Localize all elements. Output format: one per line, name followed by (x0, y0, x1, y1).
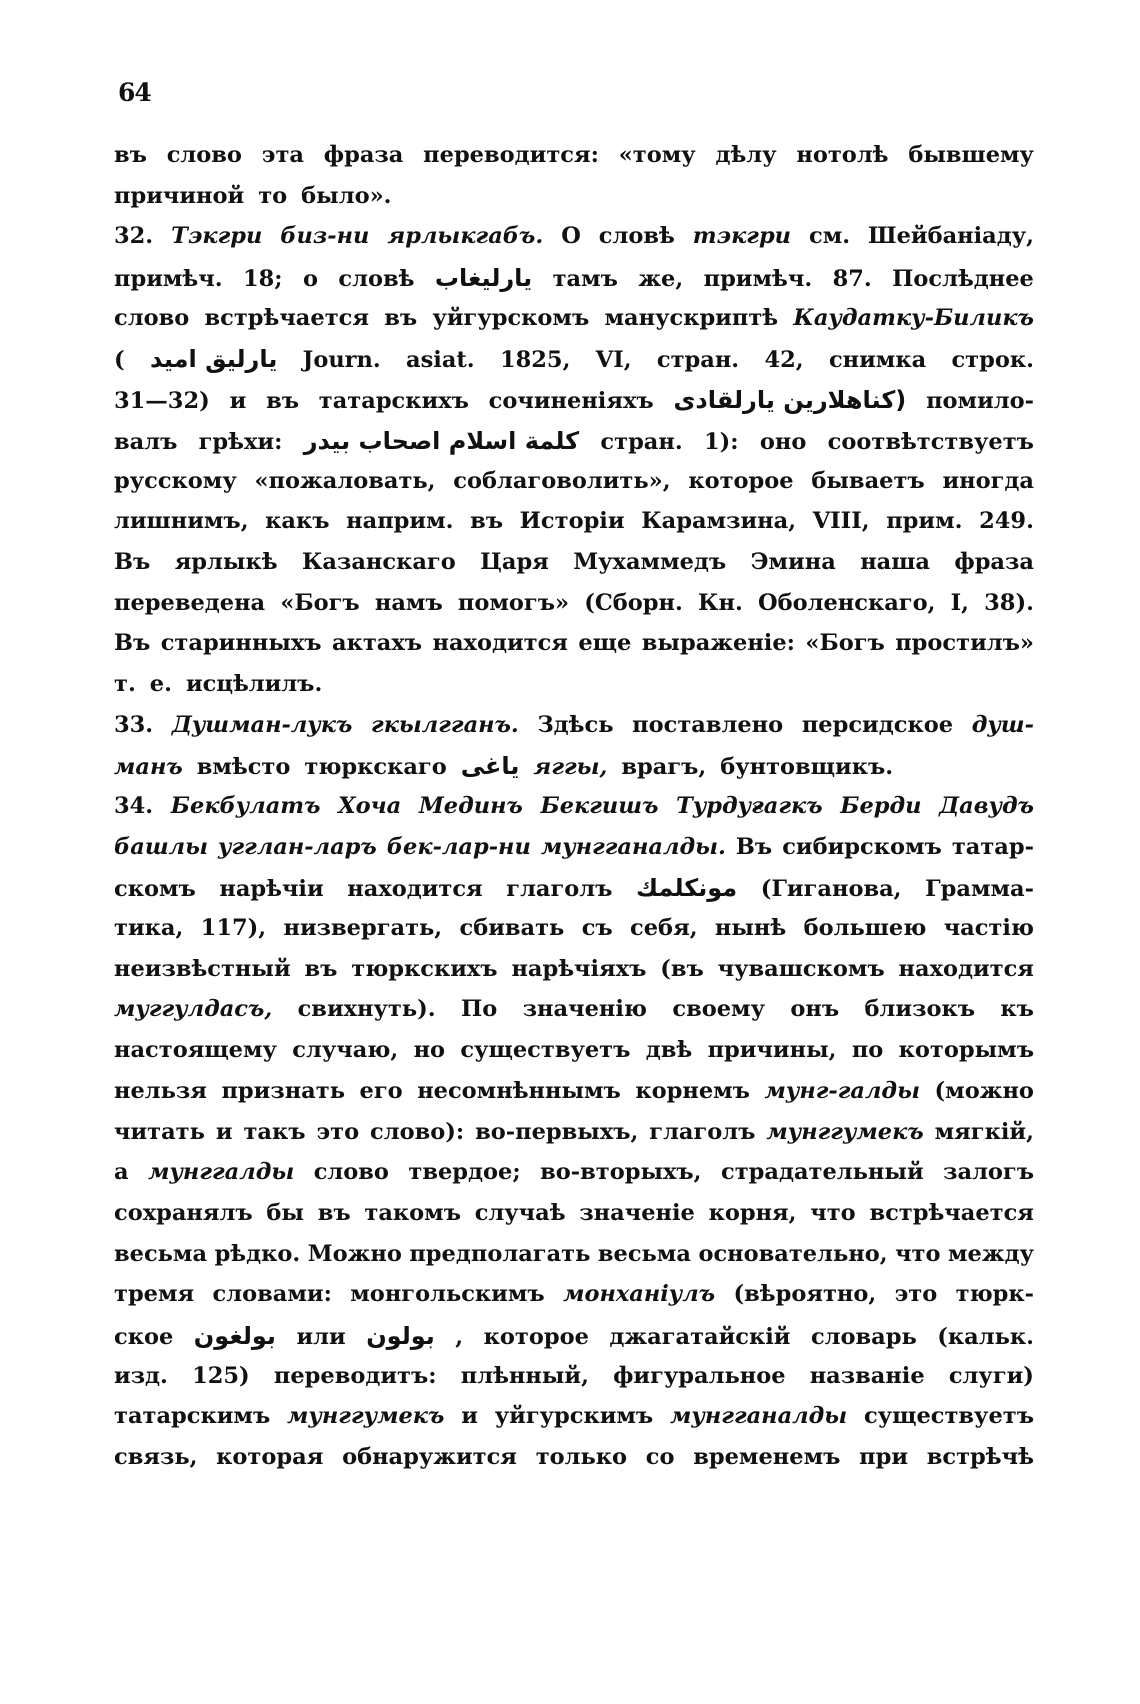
word: уйгурскимъ (494, 1403, 654, 1430)
word: соотвѣтствуетъ (827, 428, 1034, 455)
word: «пожаловать, (254, 467, 436, 494)
word: Journ. (302, 347, 381, 374)
word: 249. (979, 508, 1034, 535)
word: оно (759, 428, 807, 455)
word: то (258, 182, 288, 209)
italic-word: гкылгганъ. (371, 711, 519, 738)
word: по (851, 1037, 884, 1064)
word: которая (216, 1444, 324, 1470)
word: татарскихъ (318, 388, 469, 415)
text-line (114, 468, 1034, 509)
word: частію (943, 915, 1034, 942)
word: актахъ (332, 630, 423, 657)
word: со (645, 1444, 675, 1470)
word: ( (114, 347, 125, 374)
word: валъ (114, 428, 178, 455)
word: намъ (374, 589, 443, 616)
word: глаголъ (649, 1118, 756, 1145)
word: это (316, 1118, 360, 1145)
word: Карамзина, (641, 508, 797, 535)
italic-word: Тэкгри (171, 223, 263, 250)
italic-word: мунгганалды. (540, 833, 726, 860)
word: онъ (790, 996, 840, 1023)
arabic-word: يارليق اميد (149, 345, 278, 374)
word: что (895, 1240, 941, 1267)
word: къ (1000, 996, 1034, 1023)
text-line (114, 264, 1034, 305)
italic-word: Бекбулатъ (170, 793, 321, 819)
word: встрѣчается (869, 1199, 1034, 1226)
word: такомъ (364, 1199, 461, 1226)
text-line (114, 1403, 1034, 1444)
word: манускриптѣ (604, 304, 779, 331)
word: соблаговолить», (453, 467, 671, 494)
word: фраза (323, 142, 404, 168)
italic-word: яггы, (533, 754, 608, 781)
text-line (114, 427, 1034, 468)
text-line (114, 630, 1034, 671)
italic-word: ярлыкгабъ. (387, 223, 544, 250)
text-line (114, 1281, 1034, 1322)
word: ское (114, 1323, 174, 1350)
word: Можно (307, 1240, 402, 1267)
word: обнаружится (342, 1444, 517, 1470)
italic-word: мунггалды (148, 1159, 295, 1186)
word: было». (301, 182, 392, 209)
word: примѣч. (703, 266, 813, 293)
word: встрѣчѣ (926, 1444, 1034, 1470)
word: стран. (600, 428, 683, 455)
text-line (114, 1200, 1034, 1241)
word: бы (266, 1199, 304, 1226)
text-line (114, 1078, 1034, 1119)
italic-word: душ- (971, 711, 1034, 738)
word: (кальк. (937, 1323, 1034, 1350)
italic-word: Каудатку-Биликъ (793, 304, 1034, 331)
word: 31—32) (114, 388, 210, 415)
word: тремя (114, 1281, 195, 1308)
word: предполагать (409, 1240, 591, 1267)
word: Послѣднее (892, 266, 1034, 293)
word: строк. (951, 347, 1034, 374)
word: которое (483, 1323, 589, 1350)
word: стран. (656, 347, 740, 374)
word: 117), (200, 915, 267, 942)
word: (Гиганова, (760, 876, 902, 903)
word: Здѣсь (537, 711, 614, 738)
word: и (215, 1118, 233, 1145)
word: наприм. (346, 508, 454, 535)
text-line (114, 345, 1034, 386)
text-line (114, 386, 1034, 427)
italic-word: бек-лар-ни (386, 833, 531, 860)
word: и (229, 388, 247, 415)
word: врагъ, (621, 754, 707, 781)
arabic-word: ياغى (460, 752, 520, 781)
word: такъ (243, 1118, 306, 1145)
word: сибирскомъ (782, 833, 942, 860)
word: причины, (707, 1037, 837, 1064)
word: большею (803, 915, 927, 942)
word: переводится: (423, 142, 599, 168)
word: татарскимъ (114, 1403, 271, 1430)
word: плѣнный, (460, 1362, 589, 1389)
word: при (859, 1444, 909, 1470)
word: тюркскаго (304, 754, 447, 781)
word: исцѣлилъ. (185, 670, 323, 697)
word: названіе (809, 1362, 925, 1389)
word: «тому (618, 142, 696, 168)
word: значенію (522, 996, 647, 1023)
word: Въ (114, 548, 151, 575)
word: но (413, 1037, 446, 1064)
word: 87. (832, 266, 872, 293)
arabic-word: بولون (366, 1321, 435, 1350)
word: во-первыхъ, (475, 1118, 639, 1145)
italic-word: мунгганалды (670, 1403, 848, 1430)
word: въ (114, 142, 147, 168)
italic-word: биз-ни (280, 223, 370, 250)
word: VIII, (812, 508, 870, 535)
word: или (296, 1323, 346, 1350)
italic-word: Бекгишъ (540, 793, 659, 819)
word: съ (581, 915, 613, 942)
word: въ (384, 304, 418, 331)
word: основательно, (698, 1240, 888, 1267)
word: находится (898, 955, 1034, 982)
word: иногда (942, 467, 1034, 494)
word: въ (470, 508, 504, 535)
word: во-вторыхъ, (540, 1159, 702, 1186)
word: что (810, 1199, 856, 1226)
word: VI, (595, 347, 632, 374)
text-line (114, 183, 1034, 224)
word: же, (638, 266, 684, 293)
word: монгольскимъ (350, 1281, 545, 1308)
word: выраженіе: (641, 630, 795, 657)
word: Кн. (698, 589, 743, 616)
word: 1825, (499, 347, 571, 374)
text-line (114, 1159, 1034, 1200)
word: которымъ (898, 1037, 1034, 1064)
word: переведена (114, 589, 266, 616)
italic-word: башлы (114, 833, 208, 860)
word: Оболенскаго, (758, 589, 936, 616)
word: е. (149, 670, 172, 697)
word: слово (114, 304, 190, 331)
text-line (114, 1322, 1034, 1363)
text-line (114, 752, 1034, 793)
italic-word: манъ (114, 754, 183, 781)
word: словѣ (598, 223, 675, 250)
word: дѣлу (715, 142, 777, 168)
italic-word: мунггумекъ (766, 1118, 924, 1145)
word: т. (114, 670, 136, 697)
word: Грамма- (925, 876, 1034, 903)
word: лишнимъ, (114, 508, 249, 535)
word: О (561, 223, 581, 250)
italic-word: Турдуғагкъ (676, 793, 823, 819)
text-line (114, 874, 1034, 915)
italic-word: Берди (840, 793, 922, 819)
word: случаѣ (474, 1199, 566, 1226)
word: сохранялъ (114, 1199, 253, 1226)
word: страдательный (721, 1159, 924, 1186)
word: тюрк- (955, 1281, 1034, 1308)
word: скомъ (114, 876, 196, 903)
word: еще (578, 630, 632, 657)
word: глаголъ (506, 876, 613, 903)
word: слуги) (948, 1362, 1034, 1389)
word: значеніе (579, 1199, 695, 1226)
word: низвергать, (283, 915, 443, 942)
italic-word: Мединъ (418, 793, 523, 819)
word: I, (950, 589, 969, 616)
page-number: 64 (118, 78, 151, 107)
word: нынѣ (714, 915, 787, 942)
word: 125) (192, 1362, 250, 1389)
arabic-word: مونكلمك (636, 874, 738, 903)
word: помогъ» (457, 589, 570, 616)
text-line (114, 1119, 1034, 1160)
word: «Богъ (280, 589, 360, 616)
text-line (114, 1241, 1034, 1282)
word: своему (672, 996, 765, 1023)
word: русскому (114, 467, 237, 494)
word: встрѣчается (204, 304, 369, 331)
word: Эмина (750, 548, 836, 575)
word: корнемъ (635, 1077, 750, 1104)
word: существуетъ (864, 1403, 1034, 1430)
text-line (114, 793, 1034, 834)
word: словами: (212, 1281, 332, 1308)
word: грѣхи: (198, 428, 283, 455)
text-line (114, 508, 1034, 549)
arabic-word: كلمة اسلام اصحاب بيدر (303, 426, 580, 455)
text-line (114, 1363, 1034, 1404)
word: словѣ (338, 266, 415, 293)
word: сочиненіяхъ (488, 388, 654, 415)
word: прим. (886, 508, 963, 535)
word: 42, (764, 347, 804, 374)
word: бываетъ (811, 467, 925, 494)
word: близокъ (864, 996, 975, 1023)
word: примѣч. (114, 266, 223, 293)
arabic-word: بولغون (193, 1321, 276, 1350)
word: корня, (708, 1199, 797, 1226)
word: 32. (114, 223, 154, 250)
word: (въ (660, 955, 704, 982)
word: поставлено (632, 711, 784, 738)
word: между (948, 1240, 1034, 1267)
italic-word: Давудъ (939, 793, 1034, 819)
word: нарѣчіяхъ (511, 955, 647, 982)
word: татар- (951, 833, 1034, 860)
word: весьма (597, 1240, 691, 1267)
word: свихнуть). (297, 996, 436, 1023)
word: несомнѣннымъ (417, 1077, 621, 1104)
word: въ (317, 1199, 351, 1226)
word: тюркскихъ (351, 955, 498, 982)
word: себя, (630, 915, 698, 942)
word: случаю, (292, 1037, 399, 1064)
word: двѣ (645, 1037, 693, 1064)
word: (вѣроятно, (733, 1281, 877, 1308)
word: бунтовщикъ. (720, 754, 894, 781)
word: нарѣчіи (219, 876, 324, 903)
word: тика, (114, 915, 184, 942)
word: находится (347, 876, 483, 903)
word: нельзя (114, 1077, 207, 1104)
italic-word: Душман-лукъ (171, 711, 353, 738)
word: весьма (114, 1240, 208, 1267)
word: настоящему (114, 1037, 277, 1064)
text-line (114, 996, 1034, 1037)
word: вмѣсто (196, 754, 291, 781)
word: которое (688, 467, 794, 494)
word: 34. (114, 793, 154, 819)
text-line (114, 671, 1034, 712)
text-line (114, 549, 1034, 590)
word: Исторіи (519, 508, 625, 535)
word: чувашскомъ (717, 955, 885, 982)
word: персидское (801, 711, 954, 738)
italic-word: тэкгри (692, 223, 792, 250)
word: мягкій, (934, 1118, 1034, 1145)
text-line (114, 1444, 1034, 1485)
word: читать (114, 1118, 205, 1145)
word: существуетъ (460, 1037, 631, 1064)
word: ярлыкѣ (174, 548, 278, 575)
word: переводитъ: (273, 1362, 437, 1389)
text-line (114, 1037, 1034, 1078)
word: слово): (370, 1118, 465, 1145)
word: эта (261, 142, 304, 168)
word: asiat. (406, 347, 475, 374)
italic-word: Хоча (338, 793, 402, 819)
word: связь, (114, 1444, 198, 1470)
arabic-word: (كناهلارين يارلقادى (673, 386, 907, 415)
word: признать (221, 1077, 345, 1104)
italic-word: угглан-ларъ (218, 833, 377, 860)
word: (можно (934, 1077, 1034, 1104)
word: и (461, 1403, 478, 1430)
word: фигуральное (613, 1362, 786, 1389)
word: Въ (114, 630, 151, 657)
word: снимка (828, 347, 927, 374)
word: Казанскаго (301, 548, 456, 575)
arabic-word: يارليغاب (434, 264, 533, 293)
word: «Богъ (805, 630, 885, 657)
word: находится (432, 630, 568, 657)
body-text (114, 142, 1034, 1485)
italic-word: мунг-галды (764, 1077, 920, 1104)
word: слово (166, 142, 242, 168)
word: его (359, 1077, 403, 1104)
word: залогъ (943, 1159, 1034, 1186)
word: 38). (984, 589, 1034, 616)
word: неизвѣстный (114, 955, 291, 982)
word: какъ (265, 508, 330, 535)
word: Шейбаніаду, (868, 223, 1034, 250)
word: 18; (242, 266, 283, 293)
italic-word: монханіулъ (563, 1281, 716, 1308)
word: помило- (926, 388, 1034, 415)
word: старинныхъ (160, 630, 322, 657)
word: а (114, 1159, 129, 1186)
text-line (114, 305, 1034, 346)
italic-word: мунггумекъ (287, 1403, 445, 1430)
word: Въ (735, 833, 773, 860)
italic-word: муггулдасъ, (114, 996, 273, 1023)
word: тамъ (552, 266, 618, 293)
word: временемъ (693, 1444, 841, 1470)
word: наша (860, 548, 930, 575)
word: Царя (480, 548, 549, 575)
word: въ (304, 955, 338, 982)
text-line (114, 915, 1034, 956)
word: фраза (954, 548, 1034, 575)
text-line (114, 712, 1034, 753)
word: бывшему (908, 142, 1034, 168)
word: твердое; (408, 1159, 521, 1186)
word: о (303, 266, 319, 293)
word: причиной (114, 182, 245, 209)
word: это (894, 1281, 938, 1308)
word: простилъ» (895, 630, 1034, 657)
word: см. (809, 223, 851, 250)
word: сбивать (459, 915, 565, 942)
word: въ (266, 388, 299, 415)
word: Мухаммедъ (573, 548, 727, 575)
word: По (461, 996, 498, 1023)
word: уйгурскомъ (432, 304, 590, 331)
word: только (535, 1444, 628, 1470)
text-line (114, 223, 1034, 264)
text-line (114, 142, 1034, 183)
word: слово (313, 1159, 389, 1186)
word: словарь (810, 1323, 917, 1350)
word: 33. (114, 711, 154, 738)
word: , (455, 1323, 464, 1350)
text-line (114, 590, 1034, 631)
word: нотолѣ (796, 142, 889, 168)
word: изд. (114, 1362, 168, 1389)
word: рѣдко. (214, 1240, 301, 1267)
word: (Сборн. (584, 589, 683, 616)
text-line (114, 956, 1034, 997)
word: 1): (703, 428, 739, 455)
word: джагатайскій (609, 1323, 791, 1350)
text-line (114, 834, 1034, 875)
